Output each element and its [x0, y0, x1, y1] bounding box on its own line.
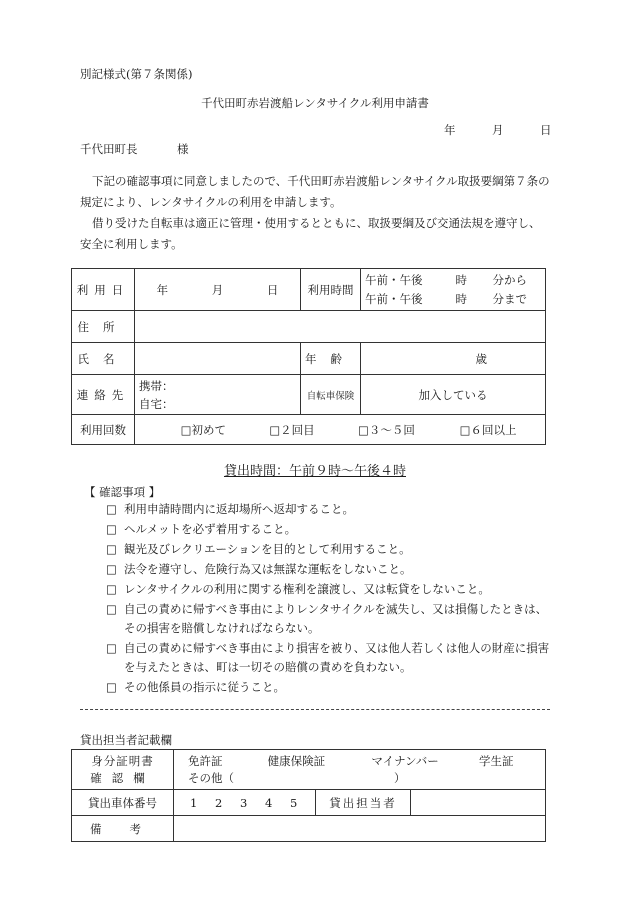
bike-numbers [174, 790, 316, 816]
checkbox-icon[interactable]: □ [106, 522, 117, 536]
use-date-field[interactable] [135, 269, 301, 311]
use-date-row [72, 269, 546, 311]
contact-field[interactable] [135, 375, 301, 415]
form-title: 千代田町赤岩渡船レンタサイクル利用申請書 [201, 96, 429, 110]
application-table [71, 268, 546, 445]
age-label: 年齢 [301, 343, 361, 375]
checkbox-icon[interactable]: □ [106, 502, 117, 516]
use-time-label: 利用時間 [301, 269, 361, 311]
confirm-item: □ 自己の責めに帰すべき事由により損害を被り、又は他人若しくは他人の財産に損害を与えたときは、町は一切その賠償の責めを負わない。 [106, 639, 556, 677]
id-option-other-close: ） [394, 770, 406, 785]
checkbox-icon[interactable]: □ [106, 542, 117, 556]
insurance-value[interactable]: 加入している [361, 375, 546, 415]
count-option-6plus[interactable]: □６回以上 [459, 422, 517, 437]
count-option-first[interactable]: □初めて [180, 422, 227, 437]
count-row [72, 415, 546, 445]
checkbox-icon[interactable]: □ [106, 582, 117, 596]
date-year-label: 年 [444, 123, 456, 137]
confirm-heading: 【 確認事項 】 [84, 485, 161, 499]
form-reference: 別記様式(第７条関係) [80, 67, 193, 81]
staff-heading: 貸出担当者記載欄 [80, 733, 172, 747]
bike-number-row [72, 790, 546, 816]
count-option-3to5[interactable]: □３～５回 [357, 422, 415, 437]
staff-table [71, 749, 546, 842]
bike-number-2[interactable]: 2 [215, 795, 223, 810]
addressee: 千代田町長 [80, 142, 138, 156]
confirm-item: □ ヘルメットを必ず着用すること。 [106, 520, 556, 539]
contact-row [72, 375, 546, 415]
bike-number-4[interactable]: 4 [265, 795, 273, 810]
bike-number-5[interactable]: 5 [290, 795, 298, 810]
name-label: 氏名 [72, 343, 135, 375]
checkbox-icon[interactable]: □ [106, 602, 117, 616]
confirm-item: □ 法令を遵守し、危険行為又は無謀な運転をしないこと。 [106, 560, 556, 579]
name-row [72, 343, 546, 375]
id-option-license[interactable]: 免許証 [188, 753, 223, 768]
count-label: 利用回数 [72, 415, 135, 445]
count-options [135, 415, 546, 445]
home-label: 自宅： [139, 396, 174, 411]
time-to-ampm: 午前・午後 [365, 291, 423, 306]
id-option-health-insurance[interactable]: 健康保険証 [267, 753, 326, 768]
checkbox-icon[interactable]: □ [106, 641, 117, 655]
date-day-label: 日 [540, 123, 552, 137]
staff-field[interactable] [411, 790, 546, 816]
age-field[interactable] [361, 343, 546, 375]
bike-number-1[interactable]: 1 [190, 795, 198, 810]
date-month-label: 月 [492, 123, 504, 137]
bike-number-3[interactable]: 3 [240, 795, 248, 810]
id-option-mynumber[interactable]: マイナンバー [371, 753, 439, 768]
confirm-item: □ その他係員の指示に従うこと。 [106, 678, 556, 697]
id-check-label: 身分証明書 確認欄 [72, 750, 174, 790]
use-date-day: 日 [266, 282, 279, 297]
age-unit: 歳 [475, 351, 487, 366]
confirm-item: □ レンタサイクルの利用に関する権利を譲渡し、又は転貸をしないこと。 [106, 580, 556, 599]
time-from-suffix: 分から [492, 272, 527, 287]
checkbox-icon[interactable]: □ [106, 562, 117, 576]
remarks-field[interactable] [174, 816, 546, 842]
confirm-item: □ 自己の責めに帰すべき事由によりレンタサイクルを滅失し、又は損傷したときは、その損害を賠償しなければならない。 [106, 600, 556, 638]
confirm-list [106, 500, 556, 698]
use-date-year: 年 [156, 282, 169, 297]
mobile-label: 携帯： [139, 378, 174, 393]
confirm-item: □ 利用申請時間内に返却場所へ返却すること。 [106, 500, 556, 519]
staff-label: 貸出担当者 [316, 790, 411, 816]
id-check-row [72, 750, 546, 790]
dashed-divider [80, 709, 550, 710]
intro-paragraph-1: 下記の確認事項に同意しましたので、千代田町赤岩渡船レンタサイクル取扱要綱第７条の規定により、レンタサイクルの利用を申請します。 [80, 174, 550, 209]
remarks-label: 備考 [72, 816, 174, 842]
id-option-student[interactable]: 学生証 [478, 753, 514, 768]
use-date-label: 利用日 [72, 269, 135, 311]
lending-hours: 貸出時間：午前９時～午後４時 [223, 464, 406, 479]
use-date-month: 月 [211, 282, 224, 297]
id-option-other[interactable]: その他（ [188, 770, 234, 785]
confirm-item: □ 観光及びレクリエーションを目的として利用すること。 [106, 540, 556, 559]
count-option-second[interactable]: □２回目 [269, 422, 315, 437]
bike-number-label: 貸出車体番号 [72, 790, 174, 816]
time-from-ampm: 午前・午後 [365, 272, 423, 287]
intro-paragraph-2: 借り受けた自転車は適正に管理・使用するとともに、取扱要綱及び交通法規を遵守し、安全に利用します。 [80, 216, 541, 251]
id-check-options [174, 750, 546, 790]
contact-label: 連絡先 [72, 375, 135, 415]
address-field[interactable] [135, 311, 546, 343]
insurance-label: 自転車保険 [301, 375, 361, 415]
time-to-hour: 時 [455, 291, 467, 306]
time-to-suffix: 分まで [492, 291, 527, 306]
address-label: 住所 [72, 311, 135, 343]
addressee-suffix: 様 [177, 142, 189, 156]
name-field[interactable] [135, 343, 301, 375]
time-from-hour: 時 [455, 272, 467, 287]
address-row [72, 311, 546, 343]
checkbox-icon[interactable]: □ [106, 680, 117, 694]
remarks-row [72, 816, 546, 842]
use-time-field[interactable] [361, 269, 546, 311]
